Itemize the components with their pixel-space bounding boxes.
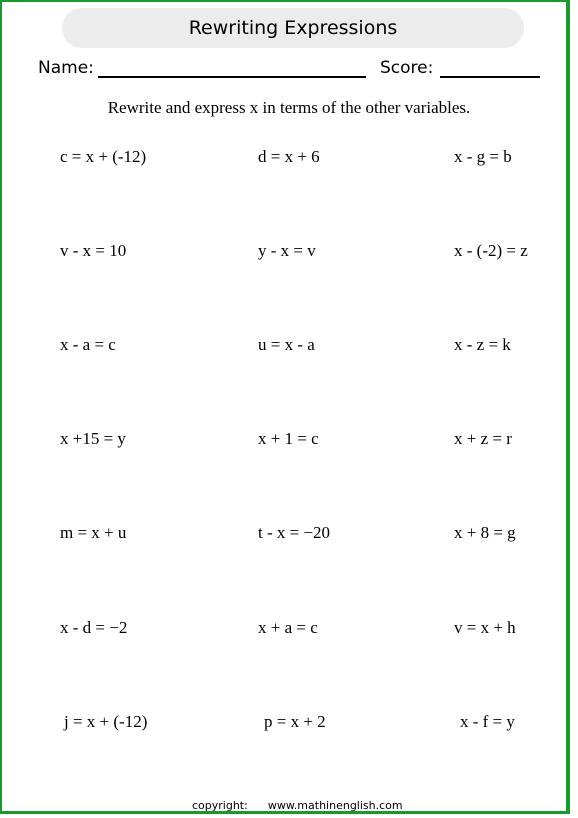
problem-item: x - f = y bbox=[460, 712, 515, 731]
problem-item: x - d = −2 bbox=[60, 618, 128, 637]
problem-item: p = x + 2 bbox=[264, 712, 326, 731]
problem-item: x + z = r bbox=[454, 429, 512, 448]
problem-item: v = x + h bbox=[454, 618, 516, 637]
title-banner bbox=[62, 8, 524, 48]
problem-item: x +15 = y bbox=[60, 429, 126, 448]
problem-item: d = x + 6 bbox=[258, 147, 320, 166]
problem-item: x + 8 = g bbox=[454, 523, 516, 542]
problem-item: m = x + u bbox=[60, 523, 127, 542]
problem-item: t - x = −20 bbox=[258, 523, 331, 542]
copyright-footer bbox=[192, 799, 403, 812]
problem-item: x + 1 = c bbox=[258, 429, 319, 448]
problem-item: x - z = k bbox=[454, 335, 511, 354]
name-blank-line bbox=[98, 76, 366, 78]
problem-item: c = x + (-12) bbox=[60, 147, 147, 166]
site-link[interactable]: www.mathinenglish.com bbox=[267, 799, 403, 812]
score-blank-line bbox=[440, 76, 540, 78]
problem-item: x - a = c bbox=[60, 335, 116, 354]
problem-item: v - x = 10 bbox=[60, 241, 127, 260]
score-label: Score: bbox=[380, 58, 434, 78]
copyright-label: copyright: bbox=[192, 799, 248, 812]
problem-item: u = x - a bbox=[258, 335, 315, 354]
problem-item: x - g = b bbox=[454, 147, 512, 166]
problem-item: x + a = c bbox=[258, 618, 318, 637]
problem-item: x - (-2) = z bbox=[454, 241, 528, 260]
instructions-text: Rewrite and express x in terms of the other variables. bbox=[107, 98, 471, 117]
worksheet-title: Rewriting Expressions bbox=[188, 17, 398, 39]
problem-item: j = x + (-12) bbox=[64, 712, 148, 731]
problem-item: y - x = v bbox=[258, 241, 316, 260]
name-score-row bbox=[38, 58, 546, 82]
name-label: Name: bbox=[38, 58, 94, 78]
